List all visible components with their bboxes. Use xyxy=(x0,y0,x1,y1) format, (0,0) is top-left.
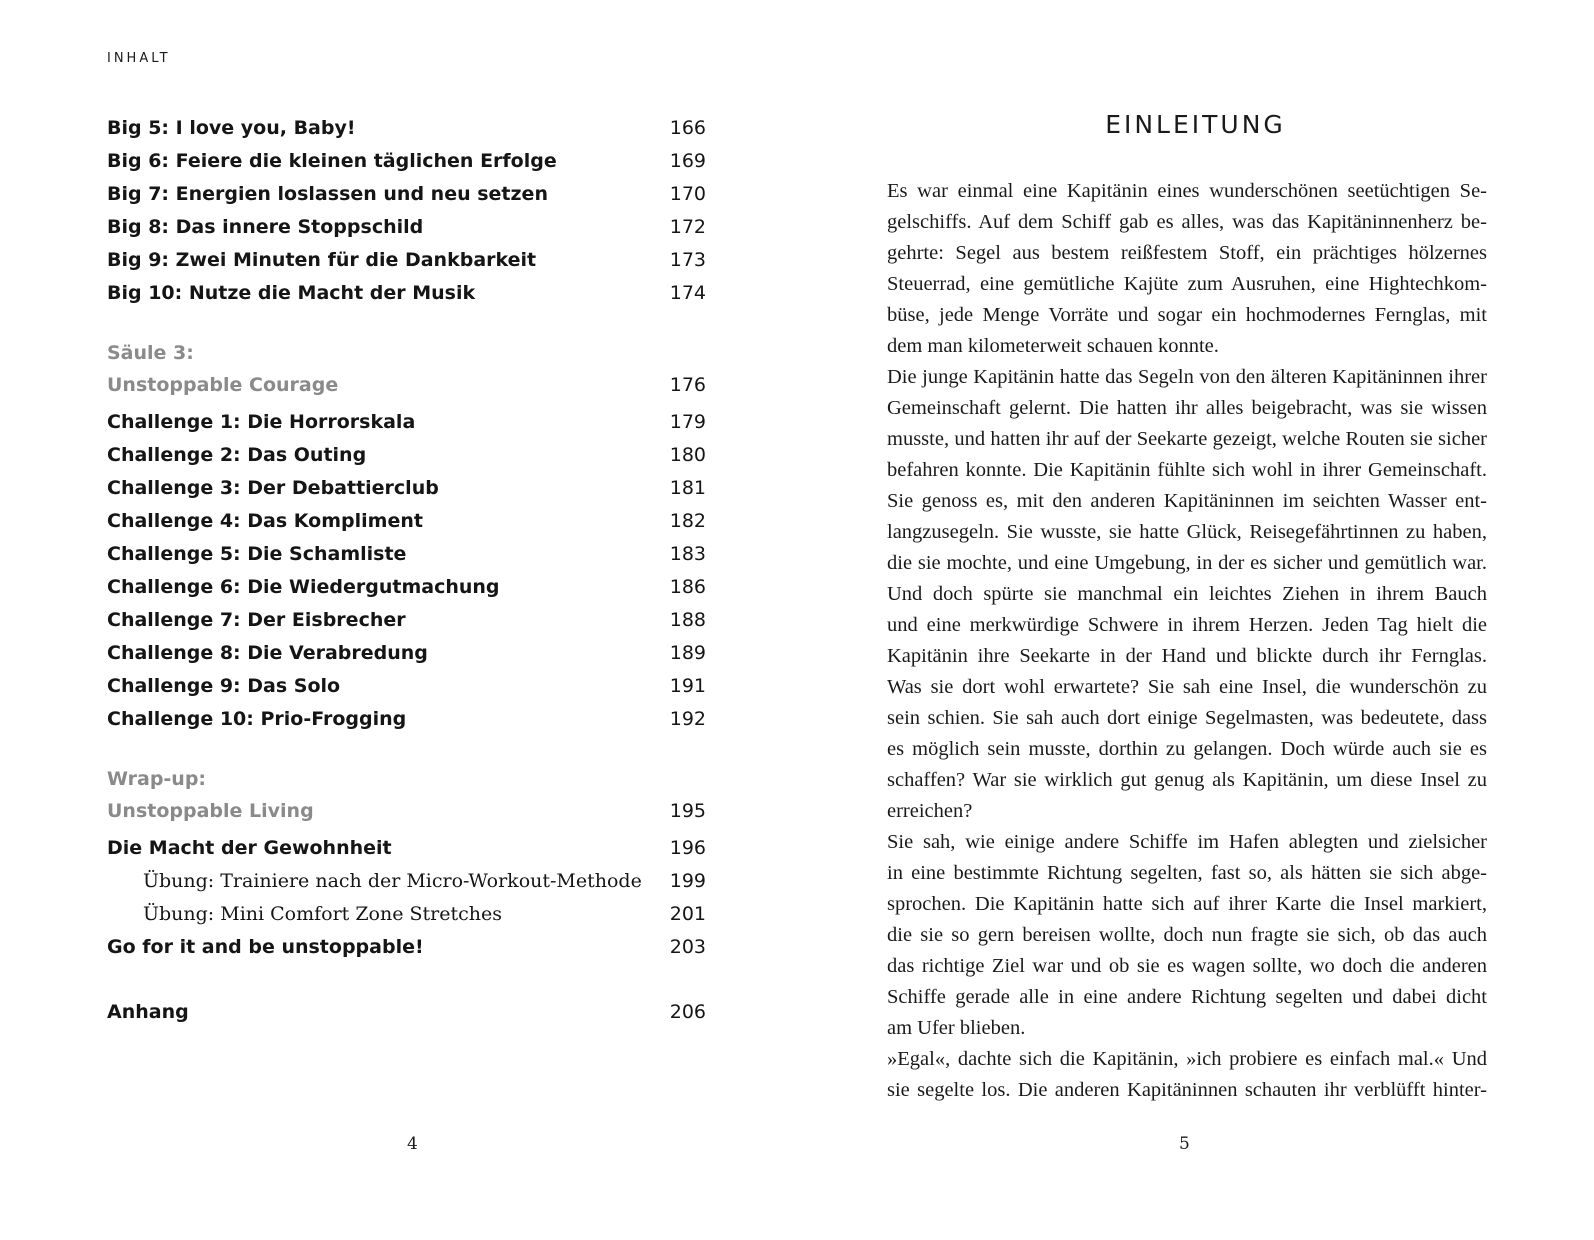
toc-section-wrap-up xyxy=(107,763,706,827)
text-line: Was sie dort wohl erwartete? Sie sah eine Insel, die wunderschön zu xyxy=(887,676,1487,698)
section-title-text: Unstoppable Living xyxy=(107,800,314,822)
text-line: Schiffe gerade alle in eine andere Richtung segelten und dabei dicht xyxy=(887,986,1487,1008)
toc-entry xyxy=(107,703,706,736)
right-page xyxy=(797,0,1594,1240)
toc-entry-page: 191 xyxy=(669,675,706,697)
toc-entry-page: 174 xyxy=(669,282,706,304)
toc-entry-title: Go for it and be unstoppable! xyxy=(107,936,424,958)
text-line: die sie mochte, und eine Umgebung, in der es sicher und gemütlich war. xyxy=(887,552,1487,574)
toc-entry xyxy=(107,145,706,178)
text-line: das richtige Ziel war und ob sie es wagen sollte, wo doch die anderen xyxy=(887,955,1487,977)
text-line: Gemeinschaft gelernt. Die hatten ihr alles beigebracht, was sie wissen xyxy=(887,397,1487,419)
running-head: INHALT xyxy=(107,51,171,66)
toc-entry-title: Challenge 9: Das Solo xyxy=(107,675,341,697)
toc-entry xyxy=(107,112,706,145)
body-text xyxy=(887,176,1487,1106)
toc-entry xyxy=(107,832,706,865)
toc-entry-page: 195 xyxy=(669,800,706,822)
text-line: Kapitänin ihre Seekarte in der Hand und blickte durch ihr Fernglas. xyxy=(887,645,1487,667)
page-number: 4 xyxy=(407,1134,418,1154)
toc-entry xyxy=(107,505,706,538)
toc-entry-title: Die Macht der Gewohnheit xyxy=(107,837,392,859)
section-title-text: Unstoppable Courage xyxy=(107,374,339,396)
toc-entry xyxy=(107,604,706,637)
toc-subentry-title: Übung: Trainiere nach der Micro-Workout-Methode xyxy=(143,870,642,892)
toc-entry-title: Challenge 5: Die Schamliste xyxy=(107,543,407,565)
toc-entry xyxy=(107,406,706,439)
toc-entry xyxy=(107,244,706,277)
toc-entry-title: Challenge 2: Das Outing xyxy=(107,444,367,466)
toc-entry-title: Challenge 4: Das Kompliment xyxy=(107,510,423,532)
text-line: es möglich sein musste, dorthin zu gelangen. Doch würde auch sie es xyxy=(887,738,1487,760)
toc-entry-page: 196 xyxy=(669,837,706,859)
toc-entry-page: 169 xyxy=(669,150,706,172)
page-number: 5 xyxy=(1179,1134,1190,1154)
toc-entry xyxy=(107,211,706,244)
toc-entry-title: Big 10: Nutze die Macht der Musik xyxy=(107,282,476,304)
toc-entry xyxy=(107,931,706,964)
toc-entry xyxy=(107,538,706,571)
text-line: Sie sah, wie einige andere Schiffe im Hafen ablegten und zielsicher xyxy=(887,831,1487,853)
toc-entry-page: 182 xyxy=(669,510,706,532)
toc-section-label xyxy=(107,337,706,369)
text-line: »Egal«, dachte sich die Kapitänin, »ich probiere es einfach mal.« Und xyxy=(887,1048,1487,1070)
toc-section-saeule-3 xyxy=(107,337,706,401)
text-line: dem man kilometerweit schauen konnte. xyxy=(887,335,1219,357)
toc-section-label xyxy=(107,763,706,795)
spacer xyxy=(107,964,706,996)
toc-entry-page: 166 xyxy=(669,117,706,139)
toc-entry-page: 172 xyxy=(669,216,706,238)
chapter-title: EINLEITUNG xyxy=(1105,110,1286,139)
text-line: Die junge Kapitänin hatte das Segeln von den älteren Kapitäninnen ihrer xyxy=(887,366,1487,388)
toc-entry-page: 206 xyxy=(669,1001,706,1023)
toc-entry-page: 176 xyxy=(669,374,706,396)
text-line: Und doch spürte sie manchmal ein leichtes Ziehen in ihrem Bauch xyxy=(887,583,1487,605)
toc-entry-page: 186 xyxy=(669,576,706,598)
toc-entry-page: 192 xyxy=(669,708,706,730)
text-line: Es war einmal eine Kapitänin eines wunderschönen seetüchtigen Se- xyxy=(887,180,1487,202)
toc-entry-appendix xyxy=(107,996,706,1029)
toc-entry xyxy=(107,277,706,310)
text-line: sein schien. Sie sah auch dort einige Segelmasten, was bedeutete, dass xyxy=(887,707,1487,729)
toc-entry-page: 188 xyxy=(669,609,706,631)
toc-entry xyxy=(107,670,706,703)
toc-subentry xyxy=(107,865,706,898)
toc-entry-title: Big 8: Das innere Stoppschild xyxy=(107,216,424,238)
toc-entry-page: 173 xyxy=(669,249,706,271)
text-line: befahren konnte. Die Kapitänin fühlte sich wohl in ihrer Gemeinschaft. xyxy=(887,459,1487,481)
table-of-contents xyxy=(107,112,706,1029)
text-line: langzusegeln. Sie wusste, sie hatte Glück, Reisegefährtinnen zu haben, xyxy=(887,521,1487,543)
toc-entry-title: Challenge 7: Der Eisbrecher xyxy=(107,609,406,631)
text-line: am Ufer blieben. xyxy=(887,1017,1026,1039)
toc-entry-title: Big 7: Energien loslassen und neu setzen xyxy=(107,183,548,205)
toc-entry xyxy=(107,571,706,604)
text-line: die sie so gern bereisen wollte, doch nun fragte sie sich, ob das auch xyxy=(887,924,1487,946)
toc-entry-title: Challenge 1: Die Horrorskala xyxy=(107,411,416,433)
toc-entry-page: 170 xyxy=(669,183,706,205)
text-line: büse, jede Menge Vorräte und sogar ein hochmodernes Fernglas, mit xyxy=(887,304,1487,326)
toc-entry-page: 179 xyxy=(669,411,706,433)
toc-entry-title: Challenge 10: Prio-Frogging xyxy=(107,708,407,730)
toc-entry-page: 180 xyxy=(669,444,706,466)
toc-entry-title: Challenge 8: Die Verabredung xyxy=(107,642,428,664)
text-line: sprochen. Die Kapitänin hatte sich auf ihrer Karte die Insel markiert, xyxy=(887,893,1487,915)
text-line: musste, und hatten ihr auf der Seekarte gezeigt, welche Routen sie sicher xyxy=(887,428,1487,450)
text-line: gelschiffs. Auf dem Schiff gab es alles, was das Kapitäninnenherz be- xyxy=(887,211,1487,233)
text-line: erreichen? xyxy=(887,800,973,822)
toc-entry xyxy=(107,637,706,670)
section-label-text: Säule 3: xyxy=(107,342,194,364)
toc-section-heading xyxy=(107,795,706,827)
text-line: schaffen? War sie wirklich gut genug als Kapitänin, um diese Insel zu xyxy=(887,769,1487,791)
toc-entry xyxy=(107,439,706,472)
toc-entry-page: 201 xyxy=(669,903,706,925)
toc-entry-page: 189 xyxy=(669,642,706,664)
text-line: Sie genoss es, mit den anderen Kapitäninnen im seichten Wasser ent- xyxy=(887,490,1487,512)
section-label-text: Wrap-up: xyxy=(107,768,207,790)
toc-subentry xyxy=(107,898,706,931)
toc-subentry-title: Übung: Mini Comfort Zone Stretches xyxy=(143,903,503,925)
text-line: und eine merkwürdige Schwere in ihrem Herzen. Jeden Tag hielt die xyxy=(887,614,1487,636)
toc-entry-title: Challenge 6: Die Wiedergutmachung xyxy=(107,576,500,598)
toc-section-heading xyxy=(107,369,706,401)
text-line: gehrte: Segel aus bestem reißfestem Stoff, ein prächtiges hölzernes xyxy=(887,242,1487,264)
toc-entry-title: Big 9: Zwei Minuten für die Dankbarkeit xyxy=(107,249,537,271)
toc-entry-page: 203 xyxy=(669,936,706,958)
toc-entry xyxy=(107,472,706,505)
toc-entry-title: Anhang xyxy=(107,1001,189,1023)
toc-entry-page: 181 xyxy=(669,477,706,499)
text-line: in eine bestimmte Richtung segelten, fast so, als hätten sie sich abge- xyxy=(887,862,1487,884)
toc-entry-title: Big 5: I love you, Baby! xyxy=(107,117,356,139)
toc-entry-title: Challenge 3: Der Debattierclub xyxy=(107,477,439,499)
text-line: Steuerrad, eine gemütliche Kajüte zum Ausruhen, eine Hightechkom- xyxy=(887,273,1487,295)
toc-entry xyxy=(107,178,706,211)
toc-entry-title: Big 6: Feiere die kleinen täglichen Erfolge xyxy=(107,150,557,172)
text-line: sie segelte los. Die anderen Kapitäninnen schauten ihr verblüfft hinter- xyxy=(887,1079,1487,1101)
toc-entry-page: 183 xyxy=(669,543,706,565)
toc-entry-page: 199 xyxy=(669,870,706,892)
